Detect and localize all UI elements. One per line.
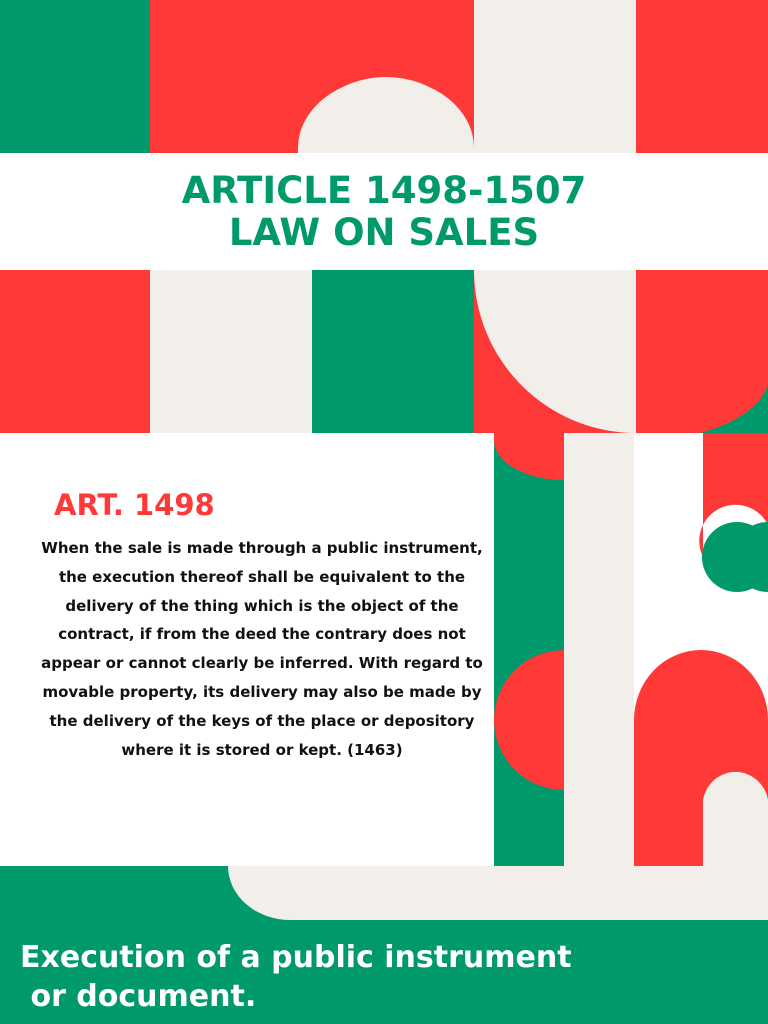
- bg-column-green: [494, 433, 564, 866]
- bg-block-red-mid-left: [0, 270, 150, 433]
- bg-curve-cream-bottom: [228, 866, 768, 920]
- page-title-line-1: ARTICLE 1498-1507: [181, 168, 587, 212]
- page-title-line-2: LAW ON SALES: [228, 210, 540, 254]
- bg-block-red-top-right: [636, 0, 768, 153]
- bg-block-green-top-left: [0, 0, 150, 153]
- article-body: When the sale is made through a public instrument, the execution thereof shall be equivalent to the delivery of the thing which is the object of the contract, if from the deed the contrary does not appear or cannot clearly be inferred. With regard to movable property, its delivery may also be made by the delivery of the keys of the place or depository where it is stored or kept. (1463): [41, 539, 483, 759]
- bg-block-cream-mid: [150, 270, 312, 433]
- bg-column-cream: [564, 433, 634, 866]
- article-heading: ART. 1498: [54, 488, 215, 522]
- bg-block-green-mid: [312, 270, 474, 433]
- bg-arch-cream-bottom-right: [703, 772, 768, 866]
- footer-caption: Execution of a public instrument or document.: [20, 940, 572, 1014]
- bg-block-cream-top: [474, 0, 636, 153]
- bg-quarter-red-mid-right: [636, 270, 768, 433]
- title-band: [0, 153, 768, 270]
- article-panel: [0, 433, 494, 866]
